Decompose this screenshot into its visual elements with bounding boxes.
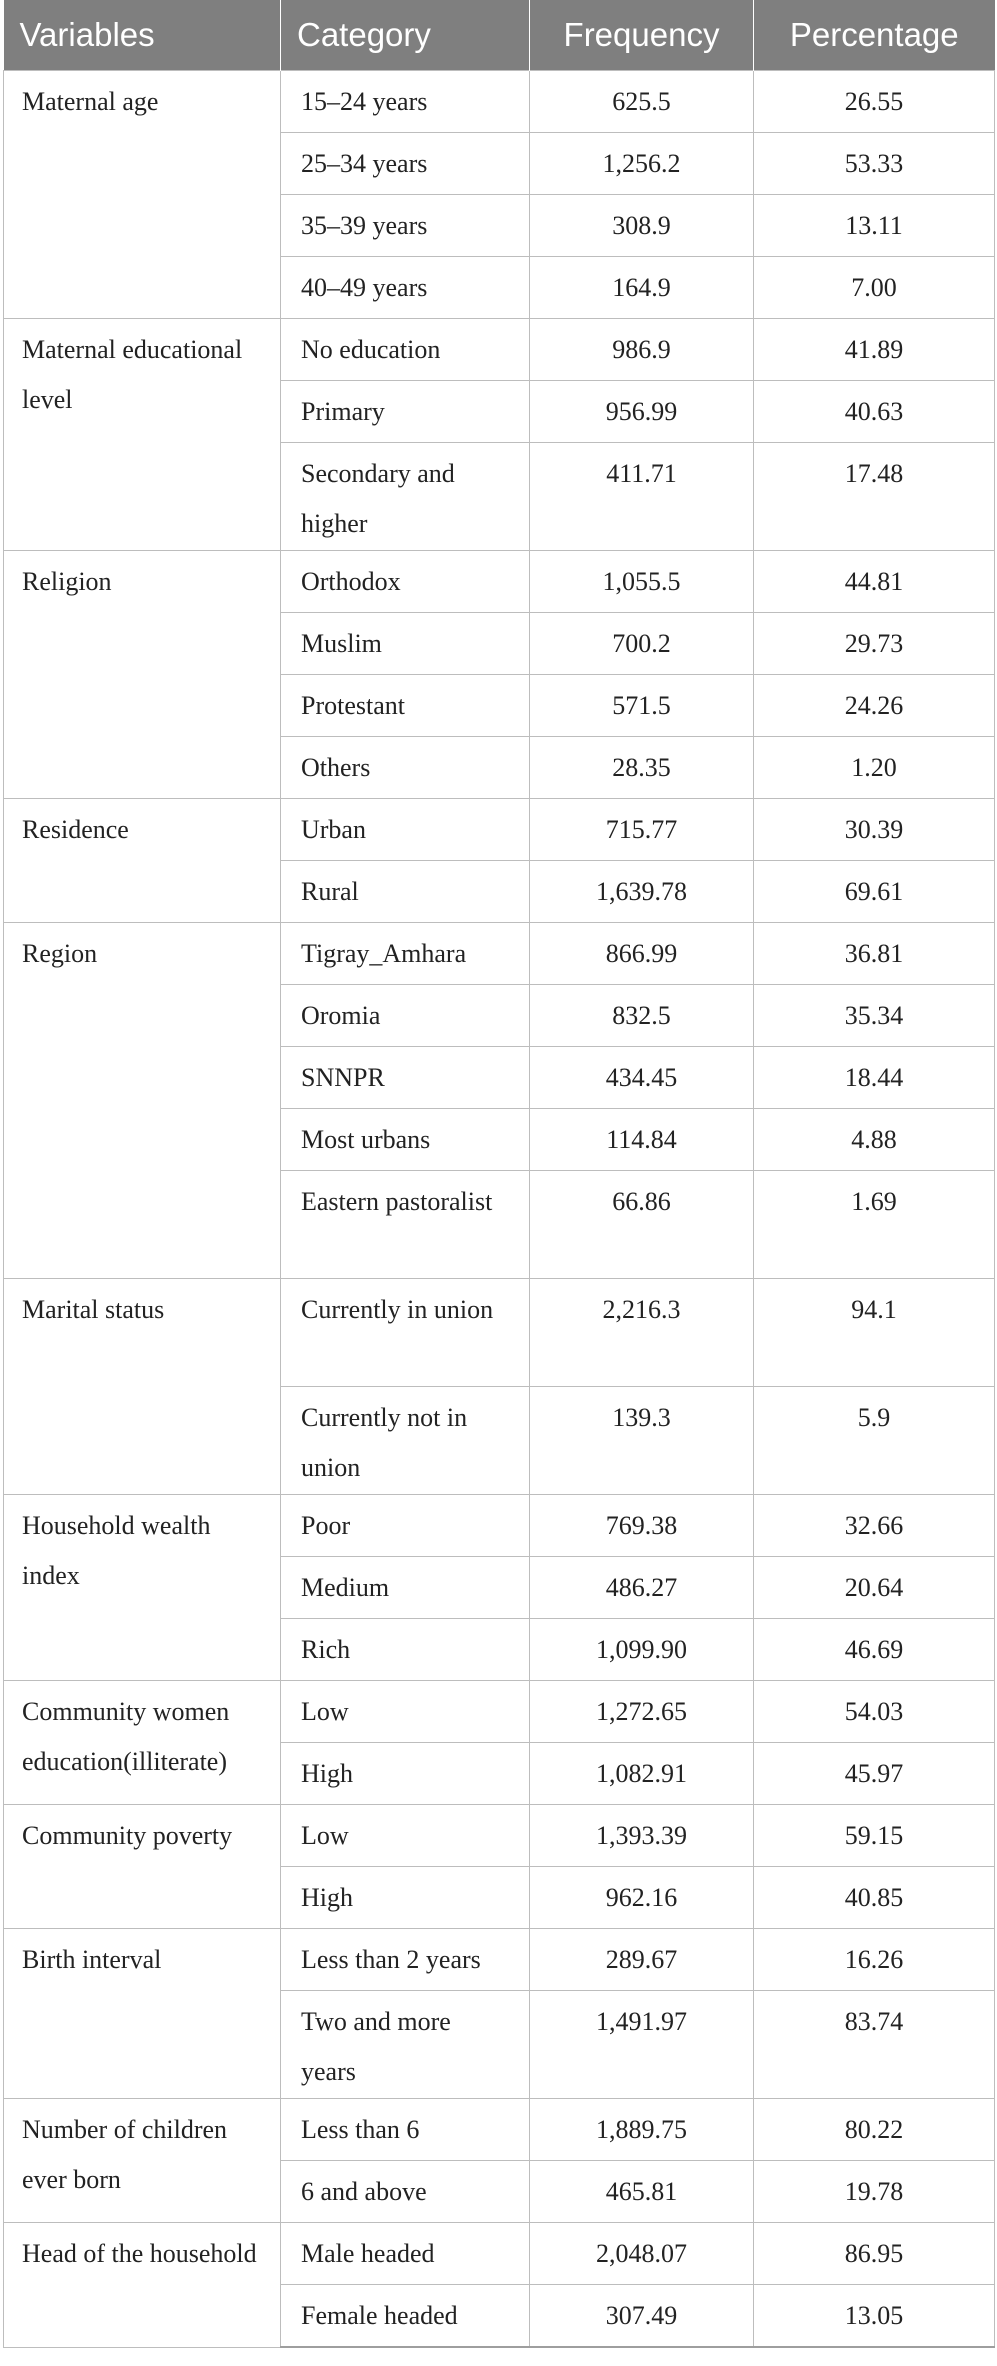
table-row [4, 1929, 995, 1991]
category-cell: Primary [281, 381, 530, 443]
percentage-cell: 86.95 [754, 2223, 995, 2285]
frequency-cell: 434.45 [530, 1047, 754, 1109]
frequency-cell: 66.86 [530, 1171, 754, 1279]
category-cell: High [281, 1743, 530, 1805]
category-cell: 40–49 years [281, 257, 530, 319]
variable-cell: Maternal age [4, 71, 281, 319]
frequency-cell: 1,099.90 [530, 1619, 754, 1681]
table-row [4, 799, 995, 861]
percentage-cell: 1.69 [754, 1171, 995, 1279]
percentage-cell: 40.63 [754, 381, 995, 443]
frequency-cell: 308.9 [530, 195, 754, 257]
frequency-cell: 700.2 [530, 613, 754, 675]
percentage-cell: 19.78 [754, 2161, 995, 2223]
frequency-cell: 1,272.65 [530, 1681, 754, 1743]
frequency-cell: 1,491.97 [530, 1991, 754, 2099]
percentage-cell: 53.33 [754, 133, 995, 195]
percentage-cell: 18.44 [754, 1047, 995, 1109]
variable-cell: Residence [4, 799, 281, 923]
category-cell: 35–39 years [281, 195, 530, 257]
category-cell: High [281, 1867, 530, 1929]
frequency-cell: 832.5 [530, 985, 754, 1047]
percentage-cell: 94.1 [754, 1279, 995, 1387]
frequency-cell: 486.27 [530, 1557, 754, 1619]
table-row [4, 1681, 995, 1743]
category-cell: Two and more years [281, 1991, 530, 2099]
variable-cell: Region [4, 923, 281, 1279]
frequency-cell: 28.35 [530, 737, 754, 799]
variable-cell: Household wealth index [4, 1495, 281, 1681]
table-row [4, 1805, 995, 1867]
category-cell: 25–34 years [281, 133, 530, 195]
frequency-cell: 715.77 [530, 799, 754, 861]
frequency-cell: 465.81 [530, 2161, 754, 2223]
table-row [4, 923, 995, 985]
percentage-cell: 46.69 [754, 1619, 995, 1681]
frequency-cell: 866.99 [530, 923, 754, 985]
category-cell: Protestant [281, 675, 530, 737]
category-cell: No education [281, 319, 530, 381]
frequency-cell: 1,889.75 [530, 2099, 754, 2161]
percentage-cell: 35.34 [754, 985, 995, 1047]
percentage-cell: 32.66 [754, 1495, 995, 1557]
category-cell: Most urbans [281, 1109, 530, 1171]
category-cell: Muslim [281, 613, 530, 675]
category-cell: Less than 2 years [281, 1929, 530, 1991]
category-cell: Rich [281, 1619, 530, 1681]
header-percentage: Percentage [754, 0, 995, 71]
header-category: Category [281, 0, 530, 71]
table-row [4, 2099, 995, 2161]
frequency-cell: 164.9 [530, 257, 754, 319]
frequency-cell: 1,639.78 [530, 861, 754, 923]
frequency-cell: 1,055.5 [530, 551, 754, 613]
variable-cell: Religion [4, 551, 281, 799]
percentage-cell: 30.39 [754, 799, 995, 861]
variable-cell: Community women education(illiterate) [4, 1681, 281, 1805]
percentage-cell: 41.89 [754, 319, 995, 381]
table-header [4, 0, 995, 71]
category-cell: 15–24 years [281, 71, 530, 133]
frequency-cell: 411.71 [530, 443, 754, 551]
percentage-cell: 5.9 [754, 1387, 995, 1495]
percentage-cell: 1.20 [754, 737, 995, 799]
category-cell: Less than 6 [281, 2099, 530, 2161]
frequency-cell: 962.16 [530, 1867, 754, 1929]
percentage-cell: 83.74 [754, 1991, 995, 2099]
header-frequency: Frequency [530, 0, 754, 71]
percentage-cell: 69.61 [754, 861, 995, 923]
variable-cell: Birth interval [4, 1929, 281, 2099]
percentage-cell: 59.15 [754, 1805, 995, 1867]
frequency-cell: 625.5 [530, 71, 754, 133]
category-cell: SNNPR [281, 1047, 530, 1109]
frequency-cell: 307.49 [530, 2285, 754, 2348]
table-row [4, 1279, 995, 1387]
variable-cell: Number of children ever born [4, 2099, 281, 2223]
category-cell: 6 and above [281, 2161, 530, 2223]
variable-cell: Maternal educational level [4, 319, 281, 551]
percentage-cell: 44.81 [754, 551, 995, 613]
percentage-cell: 13.11 [754, 195, 995, 257]
percentage-cell: 20.64 [754, 1557, 995, 1619]
frequency-cell: 114.84 [530, 1109, 754, 1171]
header-variables: Variables [4, 0, 281, 71]
frequency-cell: 139.3 [530, 1387, 754, 1495]
category-cell: Currently not in union [281, 1387, 530, 1495]
frequency-cell: 986.9 [530, 319, 754, 381]
category-cell: Oromia [281, 985, 530, 1047]
category-cell: Currently in union [281, 1279, 530, 1387]
percentage-cell: 29.73 [754, 613, 995, 675]
table-row [4, 2223, 995, 2285]
frequency-cell: 1,082.91 [530, 1743, 754, 1805]
variable-cell: Head of the household [4, 2223, 281, 2348]
category-cell: Eastern pastoralist [281, 1171, 530, 1279]
percentage-cell: 45.97 [754, 1743, 995, 1805]
table-row [4, 71, 995, 133]
percentage-cell: 24.26 [754, 675, 995, 737]
percentage-cell: 80.22 [754, 2099, 995, 2161]
percentage-cell: 26.55 [754, 71, 995, 133]
category-cell: Secondary and higher [281, 443, 530, 551]
category-cell: Medium [281, 1557, 530, 1619]
percentage-cell: 36.81 [754, 923, 995, 985]
category-cell: Poor [281, 1495, 530, 1557]
category-cell: Low [281, 1805, 530, 1867]
percentage-cell: 4.88 [754, 1109, 995, 1171]
category-cell: Male headed [281, 2223, 530, 2285]
percentage-cell: 40.85 [754, 1867, 995, 1929]
table-row [4, 1495, 995, 1557]
category-cell: Female headed [281, 2285, 530, 2348]
table-body [4, 71, 995, 2348]
category-cell: Others [281, 737, 530, 799]
frequency-cell: 769.38 [530, 1495, 754, 1557]
table-row [4, 551, 995, 613]
frequency-cell: 1,256.2 [530, 133, 754, 195]
frequency-cell: 956.99 [530, 381, 754, 443]
category-cell: Urban [281, 799, 530, 861]
percentage-cell: 17.48 [754, 443, 995, 551]
header-row [4, 0, 995, 71]
frequency-cell: 1,393.39 [530, 1805, 754, 1867]
data-table [3, 0, 995, 2348]
frequency-cell: 2,048.07 [530, 2223, 754, 2285]
category-cell: Tigray_Amhara [281, 923, 530, 985]
frequency-cell: 289.67 [530, 1929, 754, 1991]
frequency-cell: 571.5 [530, 675, 754, 737]
percentage-cell: 54.03 [754, 1681, 995, 1743]
percentage-cell: 7.00 [754, 257, 995, 319]
variable-cell: Marital status [4, 1279, 281, 1495]
frequency-cell: 2,216.3 [530, 1279, 754, 1387]
category-cell: Low [281, 1681, 530, 1743]
category-cell: Rural [281, 861, 530, 923]
percentage-cell: 13.05 [754, 2285, 995, 2348]
percentage-cell: 16.26 [754, 1929, 995, 1991]
variable-cell: Community poverty [4, 1805, 281, 1929]
category-cell: Orthodox [281, 551, 530, 613]
table-row [4, 319, 995, 381]
